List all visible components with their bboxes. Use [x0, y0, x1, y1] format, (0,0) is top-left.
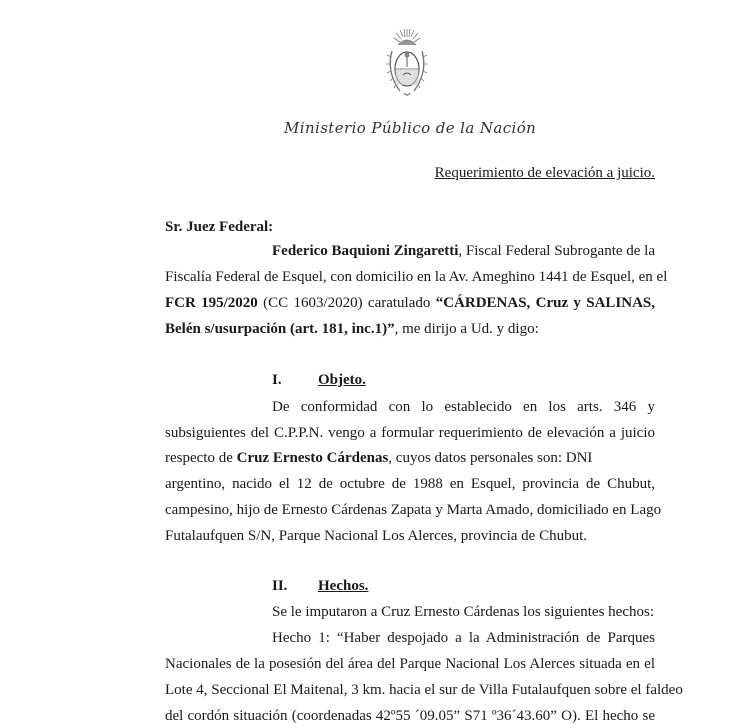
hechos-line-2: Hecho 1: “Haber despojado a la Administración de Parques [272, 630, 655, 646]
salutation: Sr. Juez Federal: [165, 219, 274, 235]
objeto-line-5: campesino, hijo de Ernesto Cárdenas Zapata y Marta Amado, domiciliado en Lago [165, 502, 662, 518]
objeto-line-1: De conformidad con lo establecido en los arts. 346 y [272, 399, 655, 415]
defendant-name: Cruz Ernesto Cárdenas [236, 450, 389, 466]
hechos-line-4: Lote 4, Seccional El Maitenal, 3 km. hacia el sur de Villa Futalaufquen sobre el faldeo [165, 682, 683, 698]
intro-line-4: Belén s/usurpación (art. 181, inc.1)”, me dirijo a Ud. y digo: [165, 321, 539, 337]
case-caption-cont: Belén s/usurpación (art. 181, inc.1)” [165, 321, 395, 337]
objeto-line-3: respecto de Cruz Ernesto Cárdenas, cuyos datos personales son: DNI [165, 450, 593, 466]
hechos-line-3: Nacionales de la posesión del área del Parque Nacional Los Alerces situada en el [165, 656, 655, 672]
national-coat-of-arms-seal [382, 27, 432, 102]
section-1-title: Objeto. [318, 372, 366, 388]
intro-line-2: Fiscalía Federal de Esquel, con domicilio en la Av. Ameghino 1441 de Esquel, en el [165, 269, 668, 285]
case-number: FCR 195/2020 [165, 295, 258, 311]
case-caption: “CÁRDENAS, Cruz y SALINAS, [435, 295, 655, 311]
objeto-line-2: subsiguientes del C.P.P.N. vengo a formular requerimiento de elevación a juicio [165, 425, 655, 441]
section-2-number: II. [272, 578, 288, 594]
objeto-line-4: argentino, nacido el 12 de octubre de 1988 en Esquel, provincia de Chubut, [165, 476, 655, 492]
hechos-line-5: del cordón situación (coordenadas 42º55 ´09.05” S71 º36´43.60” O). El hecho se [165, 708, 655, 724]
section-1-number: I. [272, 372, 282, 388]
ministry-name: Ministerio Público de la Nación [284, 119, 537, 137]
prosecutor-name: Federico Baquioni Zingaretti [272, 243, 459, 259]
intro-line-3: FCR 195/2020 (CC 1603/2020) caratulado “CÁRDENAS, Cruz y SALINAS, [165, 295, 655, 311]
document-title: Requerimiento de elevación a juicio. [434, 165, 655, 181]
section-2-title: Hechos. [318, 578, 369, 594]
intro-line-1: Federico Baquioni Zingaretti, Fiscal Federal Subrogante de la [272, 243, 656, 259]
objeto-line-6: Futalaufquen S/N, Parque Nacional Los Alerces, provincia de Chubut. [165, 528, 587, 544]
hechos-line-1: Se le imputaron a Cruz Ernesto Cárdenas los siguientes hechos: [272, 604, 654, 620]
